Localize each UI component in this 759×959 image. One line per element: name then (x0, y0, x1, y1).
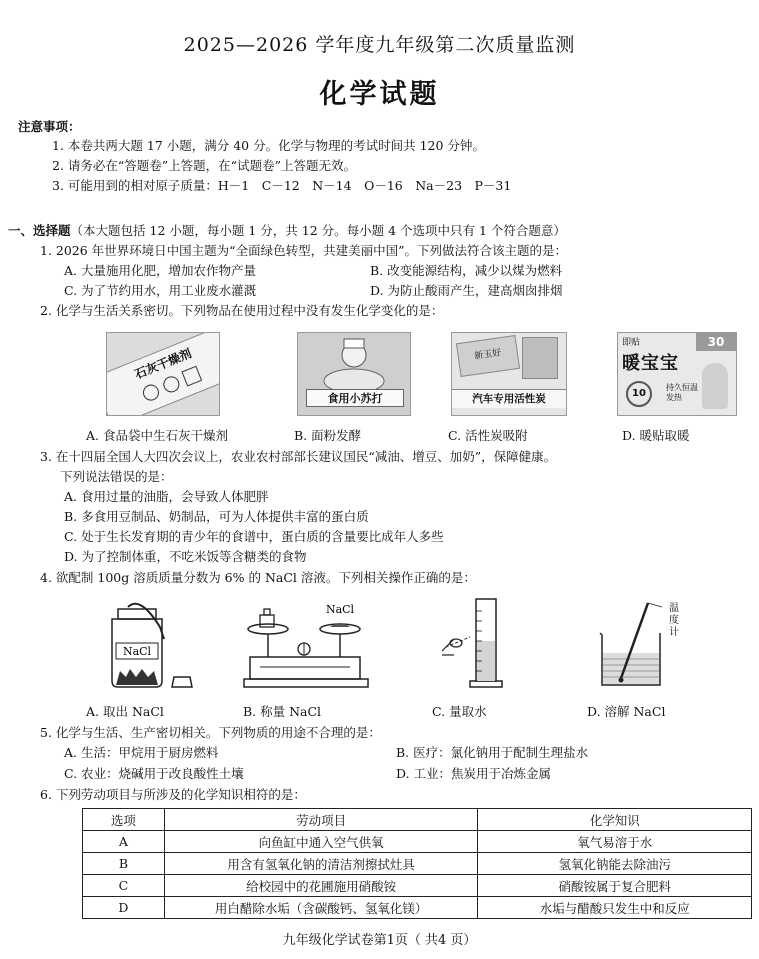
exam-title: 2025—2026 学年度九年级第二次质量监测 (183, 34, 576, 56)
desiccant-label (106, 332, 220, 416)
note-item: 1. 本卷共两大题 17 小题，满分 40 分。化学与物理的考试时间共 120 分钟。 (52, 138, 485, 153)
q1-option-d: D. 为防止酸雨产生，建高烟囱排烟 (370, 283, 563, 298)
header-option: 选项 (83, 809, 165, 831)
desiccant-packet-photo (106, 332, 220, 416)
graduated-cylinder-diagram (440, 597, 530, 692)
question-5-stem: 5. 化学与生活、生产密切相关。下列物质的用途不合理的是： (40, 725, 381, 740)
cell-option: C (83, 875, 165, 897)
activated-carbon-photo (451, 332, 567, 416)
q2-option-c: C. 活性炭吸附 (448, 428, 528, 443)
q2-option-d: D. 暖贴取暖 (622, 428, 690, 443)
q2-option-a: A. 食品袋中生石灰干燥剂 (86, 428, 228, 443)
cell-option: B (83, 853, 165, 875)
cell-labor-item: 给校园中的花圃施用硝酸铵 (164, 875, 478, 897)
section-heading (8, 221, 566, 239)
heat-pack-photo (617, 332, 737, 416)
notes-heading: 注意事项： (18, 119, 81, 134)
heat-pack-number-badge: 10 (626, 381, 652, 407)
balance-diagram (240, 597, 375, 692)
note-item: 3. 可能用到的相对原子质量：H－1 C－12 N－14 O－16 Na－23 P－31 (52, 178, 512, 193)
carbon-bag (522, 337, 558, 379)
cell-chem-knowledge: 水垢与醋酸只发生中和反应 (478, 897, 752, 919)
cell-chem-knowledge: 硝酸铵属于复合肥料 (478, 875, 752, 897)
balance-label: NaCl (325, 603, 355, 616)
heat-pack-count-badge: 30 (696, 333, 736, 351)
cell-labor-item: 用含有氢氧化钠的清洁剂擦拭灶具 (164, 853, 478, 875)
question-1-stem: 1. 2026 年世界环境日中国主题为“全面绿色转型，共建美丽中国”。下列做法符合该主题的是： (40, 243, 567, 258)
q1-option-a: A. 大量施用化肥，增加农作物产量 (64, 263, 256, 278)
cell-chem-knowledge: 氧气易溶于水 (478, 831, 752, 853)
section-desc: （本大题包括 12 小题，每小题 1 分，共 12 分。每小题 4 个选项中只有 1 个符合题意） (70, 223, 566, 238)
desiccant-text: 石灰干燥剂 (132, 346, 194, 382)
question-2-stem: 2. 化学与生活关系密切。下列物品在使用过程中没有发生化学变化的是： (40, 303, 444, 318)
q6-table (82, 808, 752, 919)
child-warning-icon (181, 366, 202, 387)
header-chem-knowledge: 化学知识 (478, 809, 752, 831)
q3-option-c: C. 处于生长发育期的青少年的食谱中，蛋白质的含量要比成年人多些 (64, 529, 444, 544)
no-touch-icon (161, 374, 182, 395)
q3-option-d: D. 为了控制体重，不吃米饭等含糖类的食物 (64, 549, 307, 564)
table-row (83, 831, 752, 853)
q1-option-b: B. 改变能源结构，减少以煤为燃料 (370, 263, 563, 278)
thermometer-label-3: 计 (669, 627, 679, 638)
no-eat-icon (141, 382, 162, 403)
heat-pack-subtext: 持久恒温发热 (666, 383, 698, 402)
q4-option-d: D. 溶解 NaCl (587, 704, 666, 719)
person-figure (702, 363, 728, 409)
q5-option-d: D. 工业：焦炭用于冶炼金属 (396, 766, 552, 781)
thermometer-label-2: 度 (669, 615, 679, 626)
baking-soda-label: 食用小苏打 (306, 389, 404, 407)
table-row (83, 853, 752, 875)
q5-option-a: A. 生活：甲烷用于厨房燃料 (64, 745, 219, 760)
subject-title: 化学试题 (319, 79, 440, 110)
table-row (83, 897, 752, 919)
cell-option: A (83, 831, 165, 853)
q4-option-b: B. 称量 NaCl (243, 704, 322, 719)
q5-option-c: C. 农业：烧碱用于改良酸性土壤 (64, 766, 244, 781)
jar-label: NaCl (122, 645, 152, 658)
cell-labor-item: 用白醋除水垢（含碳酸钙、氢氧化镁） (164, 897, 478, 919)
q3-option-b: B. 多食用豆制品、奶制品，可为人体提供丰富的蛋白质 (64, 509, 369, 524)
baking-soda-photo (297, 332, 411, 416)
q3-option-a: A. 食用过量的油脂，会导致人体肥胖 (64, 489, 269, 504)
reagent-jar-diagram (100, 597, 200, 692)
carbon-box-brand: 新玉好 (456, 335, 520, 377)
heat-pack-title: 暖宝宝 (622, 353, 679, 374)
question-4-stem: 4. 欲配制 100g 溶质质量分数为 6% 的 NaCl 溶液。下列相关操作正确的是： (40, 570, 476, 585)
cell-chem-knowledge: 氢氧化钠能去除油污 (478, 853, 752, 875)
q4-option-c: C. 量取水 (432, 704, 487, 719)
table-row (83, 875, 752, 897)
heat-pack-brand: 即贴 (622, 338, 641, 348)
cell-option: D (83, 897, 165, 919)
header-labor-item: 劳动项目 (164, 809, 478, 831)
q5-option-b: B. 医疗：氯化钠用于配制生理盐水 (396, 745, 589, 760)
table-header-row (83, 809, 752, 831)
question-6-stem: 6. 下列劳动项目与所涉及的化学知识相符的是： (40, 787, 306, 802)
section-label: 一、选择题 (8, 223, 71, 238)
q2-option-b: B. 面粉发酵 (294, 428, 362, 443)
beaker-dissolve-diagram (590, 597, 700, 692)
question-3-stem: 3. 在十四届全国人大四次会议上，农业农村部部长建议国民“减油、增豆、加奶”，保障健康。 (40, 449, 557, 464)
q4-option-a: A. 取出 NaCl (86, 704, 164, 719)
cell-labor-item: 向鱼缸中通入空气供氧 (164, 831, 478, 853)
q1-option-c: C. 为了节约用水，用工业废水灌溉 (64, 283, 257, 298)
carbon-label: 汽车专用活性炭 (452, 389, 566, 408)
page-footer: 九年级化学试卷第1页（ 共4 页） (282, 933, 477, 948)
question-3-stem-cont: 下列说法错误的是： (60, 469, 173, 484)
thermometer-label-1: 温 (669, 603, 679, 614)
note-item: 2. 请务必在“答题卷”上答题，在“试题卷”上答题无效。 (52, 158, 356, 173)
